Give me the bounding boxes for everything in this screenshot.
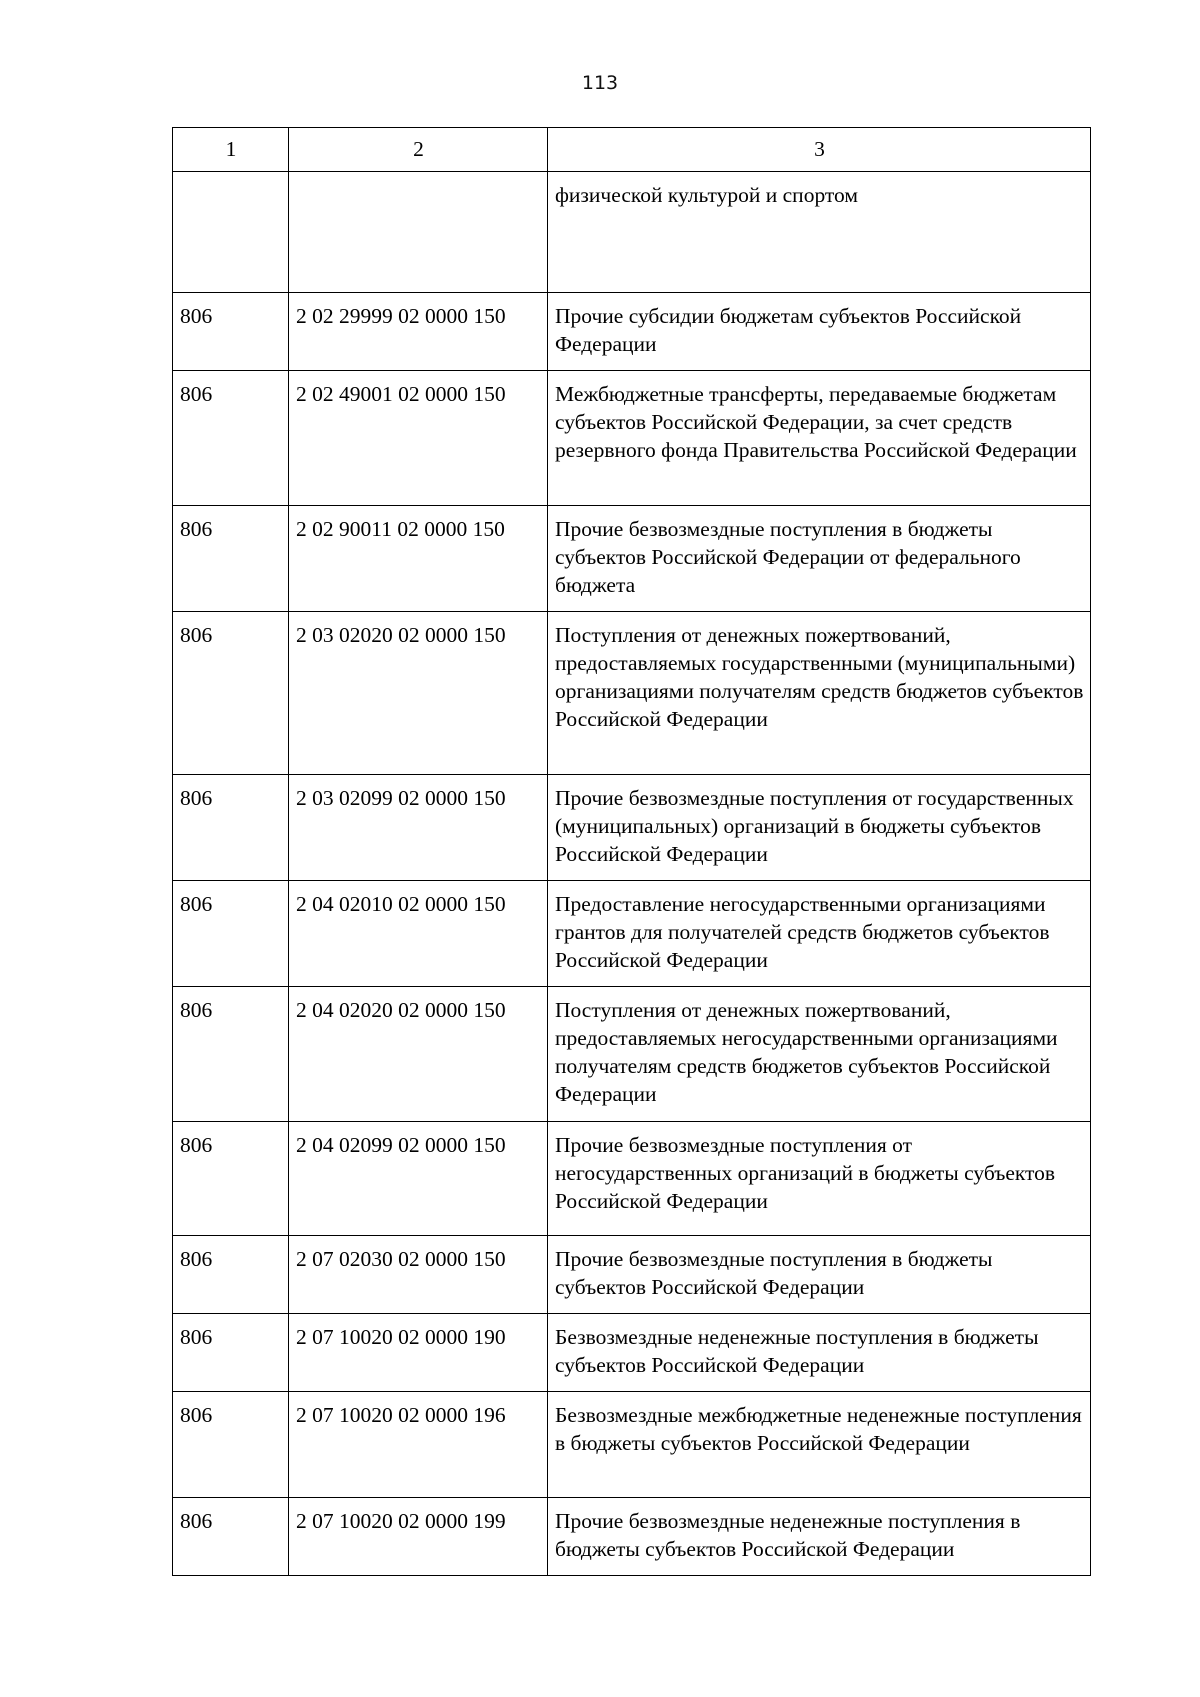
admin-code-cell: 806 xyxy=(173,1314,289,1392)
admin-code-cell: 806 xyxy=(173,293,289,371)
table-header-row xyxy=(173,128,1091,172)
budget-codes-table xyxy=(172,127,1091,1576)
budget-code-cell: 2 04 02099 02 0000 150 xyxy=(289,1122,548,1236)
description-cell: Безвозмездные неденежные поступления в бюджеты субъектов Российской Федерации xyxy=(548,1314,1091,1392)
table-row xyxy=(173,612,1091,775)
description-cell: Поступления от денежных пожертвований, предоставляемых негосударственными организациями получателям средств бюджетов субъектов Российской Федерации xyxy=(548,987,1091,1122)
table-row xyxy=(173,172,1091,293)
column-header-2: 2 xyxy=(289,128,548,172)
description-cell: Межбюджетные трансферты, передаваемые бюджетам субъектов Российской Федерации, за счет средств резервного фонда Правительства Российской Федерации xyxy=(548,371,1091,506)
budget-code-cell: 2 02 49001 02 0000 150 xyxy=(289,371,548,506)
admin-code-cell: 806 xyxy=(173,1236,289,1314)
admin-code-cell: 806 xyxy=(173,775,289,881)
table-row xyxy=(173,1392,1091,1498)
table-row xyxy=(173,293,1091,371)
admin-code-cell: 806 xyxy=(173,612,289,775)
admin-code-cell: 806 xyxy=(173,1392,289,1498)
description-cell: Прочие безвозмездные поступления в бюджеты субъектов Российской Федерации от федерального бюджета xyxy=(548,506,1091,612)
table-row xyxy=(173,881,1091,987)
description-cell: Поступления от денежных пожертвований, предоставляемых государственными (муниципальными) организациями получателям средств бюджетов субъектов Российской Федерации xyxy=(548,612,1091,775)
admin-code-cell xyxy=(173,172,289,293)
admin-code-cell: 806 xyxy=(173,506,289,612)
table-row xyxy=(173,1236,1091,1314)
page-number: 113 xyxy=(581,72,619,94)
table-row xyxy=(173,1122,1091,1236)
admin-code-cell: 806 xyxy=(173,371,289,506)
budget-code-cell xyxy=(289,172,548,293)
table-row xyxy=(173,775,1091,881)
description-cell: Предоставление негосударственными организациями грантов для получателей средств бюджетов субъектов Российской Федерации xyxy=(548,881,1091,987)
description-cell: Прочие безвозмездные поступления от государственных (муниципальных) организаций в бюджеты субъектов Российской Федерации xyxy=(548,775,1091,881)
budget-code-cell: 2 04 02010 02 0000 150 xyxy=(289,881,548,987)
budget-code-cell: 2 07 10020 02 0000 199 xyxy=(289,1498,548,1576)
description-cell: Прочие субсидии бюджетам субъектов Российской Федерации xyxy=(548,293,1091,371)
table-row xyxy=(173,1498,1091,1576)
table-row xyxy=(173,506,1091,612)
admin-code-cell: 806 xyxy=(173,881,289,987)
budget-code-cell: 2 04 02020 02 0000 150 xyxy=(289,987,548,1122)
admin-code-cell: 806 xyxy=(173,1122,289,1236)
budget-code-cell: 2 03 02099 02 0000 150 xyxy=(289,775,548,881)
admin-code-cell: 806 xyxy=(173,987,289,1122)
column-header-1: 1 xyxy=(173,128,289,172)
description-cell: Прочие безвозмездные поступления в бюджеты субъектов Российской Федерации xyxy=(548,1236,1091,1314)
description-cell: Прочие безвозмездные поступления от негосударственных организаций в бюджеты субъектов Российской Федерации xyxy=(548,1122,1091,1236)
table-row xyxy=(173,1314,1091,1392)
description-cell: Безвозмездные межбюджетные неденежные поступления в бюджеты субъектов Российской Федерации xyxy=(548,1392,1091,1498)
table-row xyxy=(173,987,1091,1122)
budget-code-cell: 2 02 90011 02 0000 150 xyxy=(289,506,548,612)
budget-code-cell: 2 07 02030 02 0000 150 xyxy=(289,1236,548,1314)
budget-code-cell: 2 03 02020 02 0000 150 xyxy=(289,612,548,775)
description-cell: Прочие безвозмездные неденежные поступления в бюджеты субъектов Российской Федерации xyxy=(548,1498,1091,1576)
budget-code-cell: 2 07 10020 02 0000 196 xyxy=(289,1392,548,1498)
budget-code-cell: 2 07 10020 02 0000 190 xyxy=(289,1314,548,1392)
admin-code-cell: 806 xyxy=(173,1498,289,1576)
budget-code-cell: 2 02 29999 02 0000 150 xyxy=(289,293,548,371)
column-header-3: 3 xyxy=(548,128,1091,172)
description-cell: физической культурой и спортом xyxy=(548,172,1091,293)
table-row xyxy=(173,371,1091,506)
